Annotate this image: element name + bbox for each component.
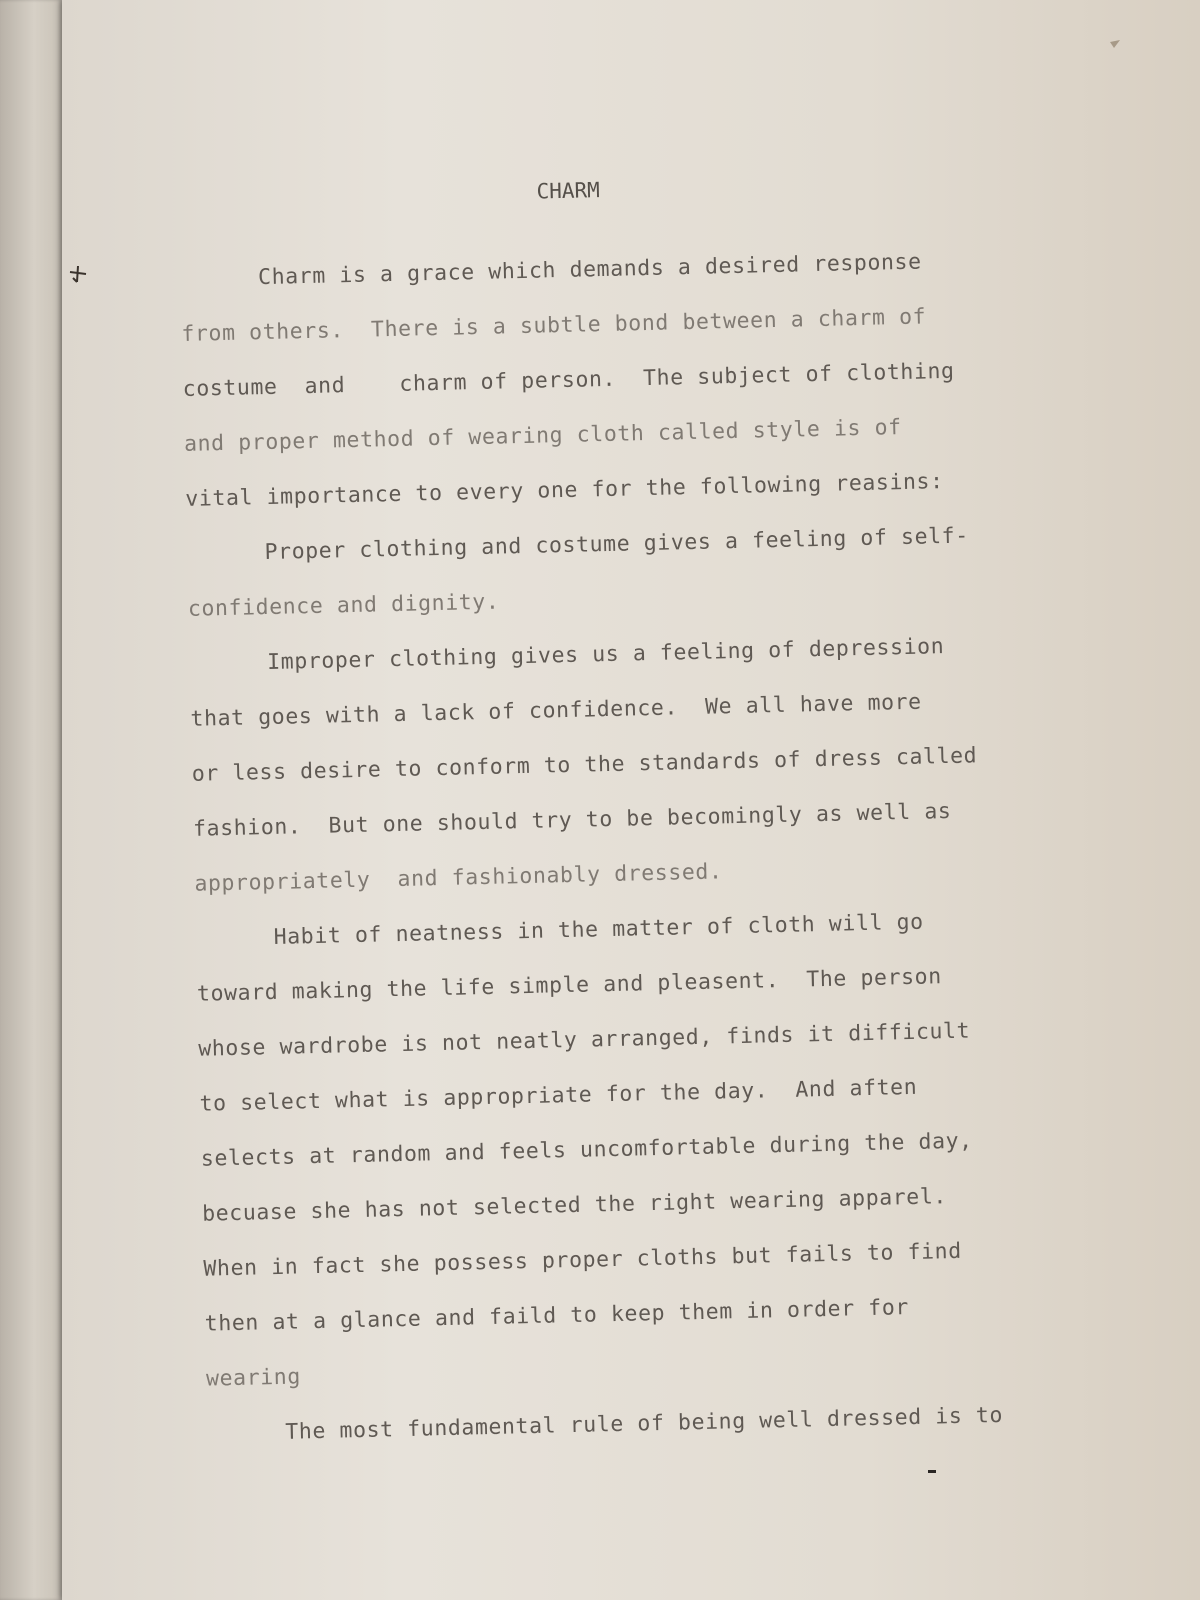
text-line: toward making the life simple and pleasent. The person — [196, 964, 943, 1007]
text-line: The most fundamental rule of being well dressed is to — [285, 1402, 1004, 1445]
text-line: selects at random and feels uncomfortable during the day, — [200, 1128, 973, 1172]
corner-ink-mark — [1110, 40, 1120, 48]
pencil-tick-mark — [66, 262, 90, 286]
text-line: to select what is appropriate for the day. And aften — [199, 1074, 918, 1117]
text-line: wearing — [205, 1364, 302, 1392]
text-line: costume and charm of person. The subject of clothing — [182, 358, 955, 402]
book-binding-edge — [0, 0, 62, 1600]
text-line: Charm is a grace which demands a desired response — [257, 249, 922, 291]
text-line: then at a glance and faild to keep them in order for — [204, 1295, 910, 1337]
text-line: or less desire to conform to the standards of dress called — [191, 743, 978, 787]
text-line: vital importance to every one for the following reasins: — [185, 469, 944, 512]
ink-dot — [928, 1470, 936, 1473]
text-line: and proper method of wearing cloth called style is of — [183, 415, 902, 457]
text-line: confidence and dignity. — [187, 589, 500, 622]
text-line: Proper clothing and costume gives a feeling of self- — [264, 523, 970, 566]
text-line: When in fact she possess proper cloths but fails to find — [203, 1238, 963, 1282]
text-line: Habit of neatness in the matter of cloth will go — [273, 909, 924, 950]
text-line: Improper clothing gives us a feeling of depression — [266, 634, 945, 676]
typed-document — [178, 165, 1168, 1461]
text-line: becuase she has not selected the right wearing apparel. — [201, 1184, 948, 1227]
text-line: whose wardrobe is not neatly arranged, finds it difficult — [198, 1018, 971, 1062]
text-line: appropriately and fashionably dressed. — [194, 859, 723, 897]
text-line: fashion. But one should try to be becomingly as well as — [192, 798, 952, 842]
text-line: from others. There is a subtle bond between a charm of — [181, 304, 927, 347]
text-line: that goes with a lack of confidence. We all have more — [190, 689, 923, 732]
page-title: CHARM — [536, 178, 601, 204]
